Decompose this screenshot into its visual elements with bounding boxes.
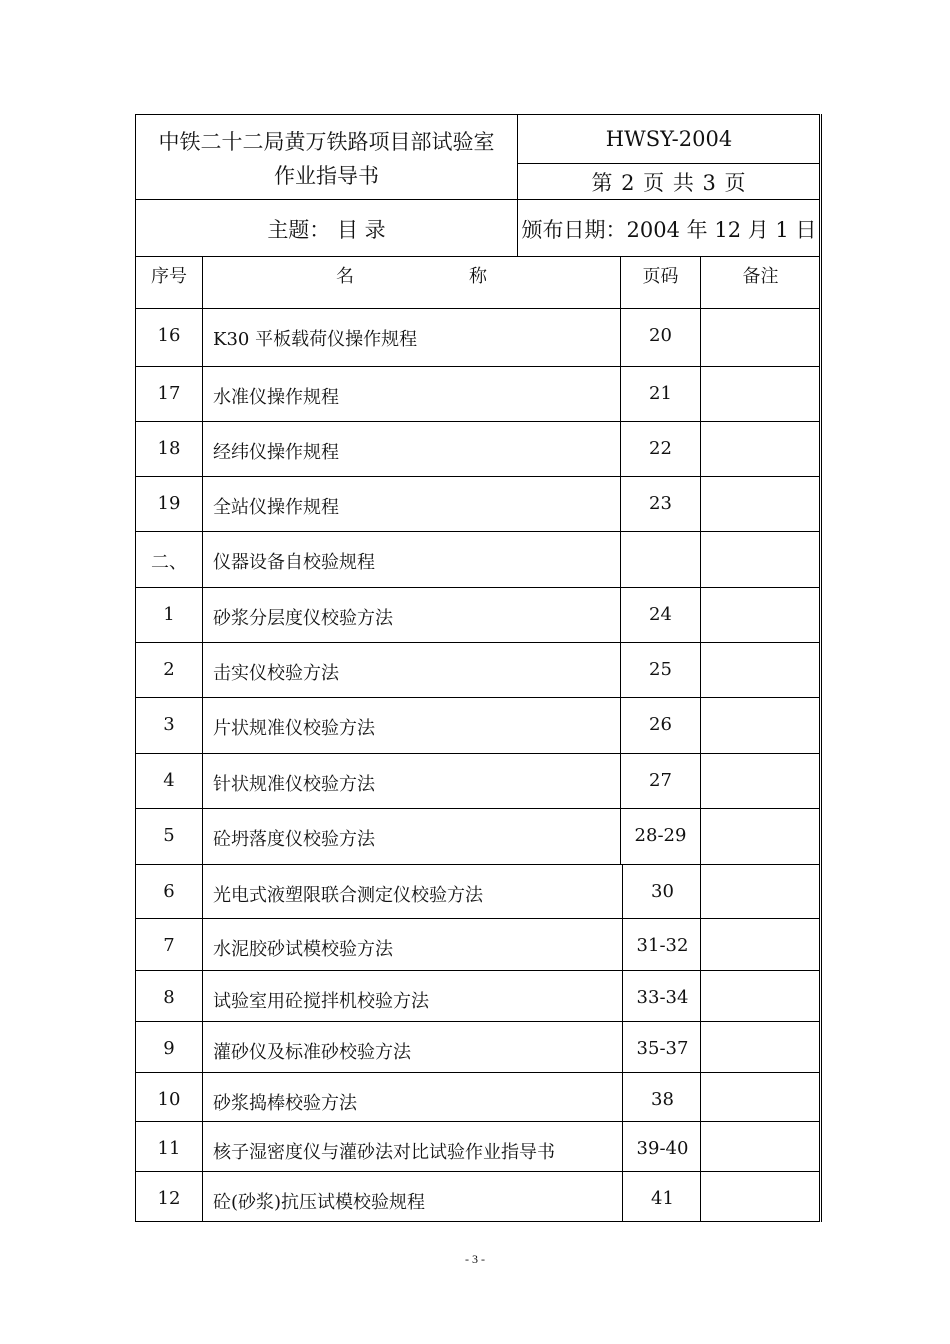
row-note [700, 477, 820, 531]
row-number: 3 [163, 714, 175, 735]
table-row [136, 919, 820, 971]
table-row [136, 477, 820, 532]
table-row [136, 309, 820, 367]
org-line-2: 作业指导书 [274, 164, 379, 188]
row-number: 19 [157, 493, 181, 514]
row-name: 砼(砂浆)抗压试模校验规程 [202, 1172, 622, 1221]
document-code: HWSY-2004 [605, 127, 733, 151]
column-header-name [202, 256, 620, 308]
issue-date: 颁布日期：2004 年 12 月 1 日 [521, 217, 817, 242]
column-header-name-2: 称 [469, 266, 487, 287]
organization-title [136, 115, 517, 199]
row-number: 5 [163, 825, 175, 846]
row-note [700, 367, 820, 421]
row-page [620, 532, 700, 587]
row-note [700, 1073, 820, 1121]
row-number: 12 [157, 1188, 181, 1209]
row-number: 1 [163, 604, 175, 625]
row-note [700, 1172, 820, 1221]
subject: 主题： 目 录 [267, 217, 386, 242]
row-number: 2 [163, 659, 175, 680]
table-row [136, 1172, 820, 1221]
table-row [136, 809, 820, 865]
row-number: 8 [163, 987, 175, 1008]
row-note [700, 698, 820, 753]
row-name: 砂浆分层度仪校验方法 [202, 588, 620, 642]
row-note [700, 1122, 820, 1171]
row-name: 砂浆捣棒校验方法 [202, 1073, 622, 1121]
row-note [700, 309, 820, 366]
row-name: 灌砂仪及标准砂校验方法 [202, 1022, 622, 1072]
row-name: 核子湿密度仪与灌砂法对比试验作业指导书 [202, 1122, 622, 1171]
row-page: 24 [620, 588, 700, 642]
row-page: 27 [620, 754, 700, 808]
row-name: 击实仪校验方法 [202, 643, 620, 697]
row-page: 22 [620, 422, 700, 476]
row-page: 39-40 [622, 1122, 702, 1171]
row-number: 7 [163, 935, 175, 956]
row-name: 水准仪操作规程 [202, 367, 620, 421]
row-note [700, 588, 820, 642]
row-number: 18 [157, 438, 181, 459]
header-divider-code [517, 163, 820, 164]
row-name: K30 平板载荷仪操作规程 [202, 309, 620, 366]
row-number: 4 [163, 770, 175, 791]
row-page: 31-32 [622, 919, 702, 970]
table-row [136, 422, 820, 477]
row-page: 26 [620, 698, 700, 753]
row-name: 水泥胶砂试模校验方法 [202, 919, 622, 970]
table-header-row [136, 256, 820, 309]
table-row [136, 532, 820, 588]
row-name: 光电式液塑限联合测定仪校验方法 [202, 865, 622, 918]
document-header [135, 114, 820, 257]
page-info: 第 2 页 共 3 页 [591, 170, 747, 195]
row-name: 经纬仪操作规程 [202, 422, 620, 476]
row-number: 17 [157, 383, 181, 404]
row-note [700, 919, 820, 970]
page-number: - 3 - [465, 1252, 485, 1266]
row-number: 16 [157, 325, 181, 346]
column-header-no: 序号 [151, 266, 187, 287]
row-number: 11 [157, 1138, 181, 1159]
row-note [700, 643, 820, 697]
row-note [700, 1022, 820, 1072]
row-note [700, 971, 820, 1021]
row-number: 二、 [151, 552, 187, 573]
row-name: 片状规准仪校验方法 [202, 698, 620, 753]
row-page: 33-34 [622, 971, 702, 1021]
row-number: 6 [163, 881, 175, 902]
row-name: 针状规准仪校验方法 [202, 754, 620, 808]
row-page: 30 [622, 865, 702, 918]
row-note [700, 422, 820, 476]
row-page: 41 [622, 1172, 702, 1221]
table-row [136, 754, 820, 809]
row-note [700, 865, 820, 918]
table-row [136, 698, 820, 754]
table-row [136, 1022, 820, 1073]
row-page: 38 [622, 1073, 702, 1121]
table-row [136, 865, 820, 919]
row-note [700, 754, 820, 808]
row-page: 20 [620, 309, 700, 366]
row-page: 35-37 [622, 1022, 702, 1072]
row-page: 23 [620, 477, 700, 531]
contents-table [135, 256, 820, 1222]
row-number: 10 [157, 1089, 181, 1110]
column-header-name-1: 名 [336, 266, 354, 287]
table-outer-right-edge [821, 114, 822, 1222]
row-name: 砼坍落度仪校验方法 [202, 809, 620, 864]
header-divider-horizontal [136, 199, 820, 200]
table-row [136, 1073, 820, 1122]
row-number: 9 [163, 1038, 175, 1059]
column-header-page: 页码 [620, 256, 700, 308]
table-row [136, 588, 820, 643]
row-page: 28-29 [620, 809, 700, 864]
table-row [136, 367, 820, 422]
table-row [136, 971, 820, 1022]
row-note [700, 532, 820, 587]
column-header-note: 备注 [700, 256, 820, 308]
row-page: 25 [620, 643, 700, 697]
org-line-1: 中铁二十二局黄万铁路项目部试验室 [158, 130, 495, 154]
row-page: 21 [620, 367, 700, 421]
header-divider-vertical [517, 115, 518, 257]
row-name: 仪器设备自校验规程 [202, 532, 620, 587]
table-row [136, 643, 820, 698]
row-name: 全站仪操作规程 [202, 477, 620, 531]
table-row [136, 1122, 820, 1172]
row-name: 试验室用砼搅拌机校验方法 [202, 971, 622, 1021]
row-note [700, 809, 820, 864]
